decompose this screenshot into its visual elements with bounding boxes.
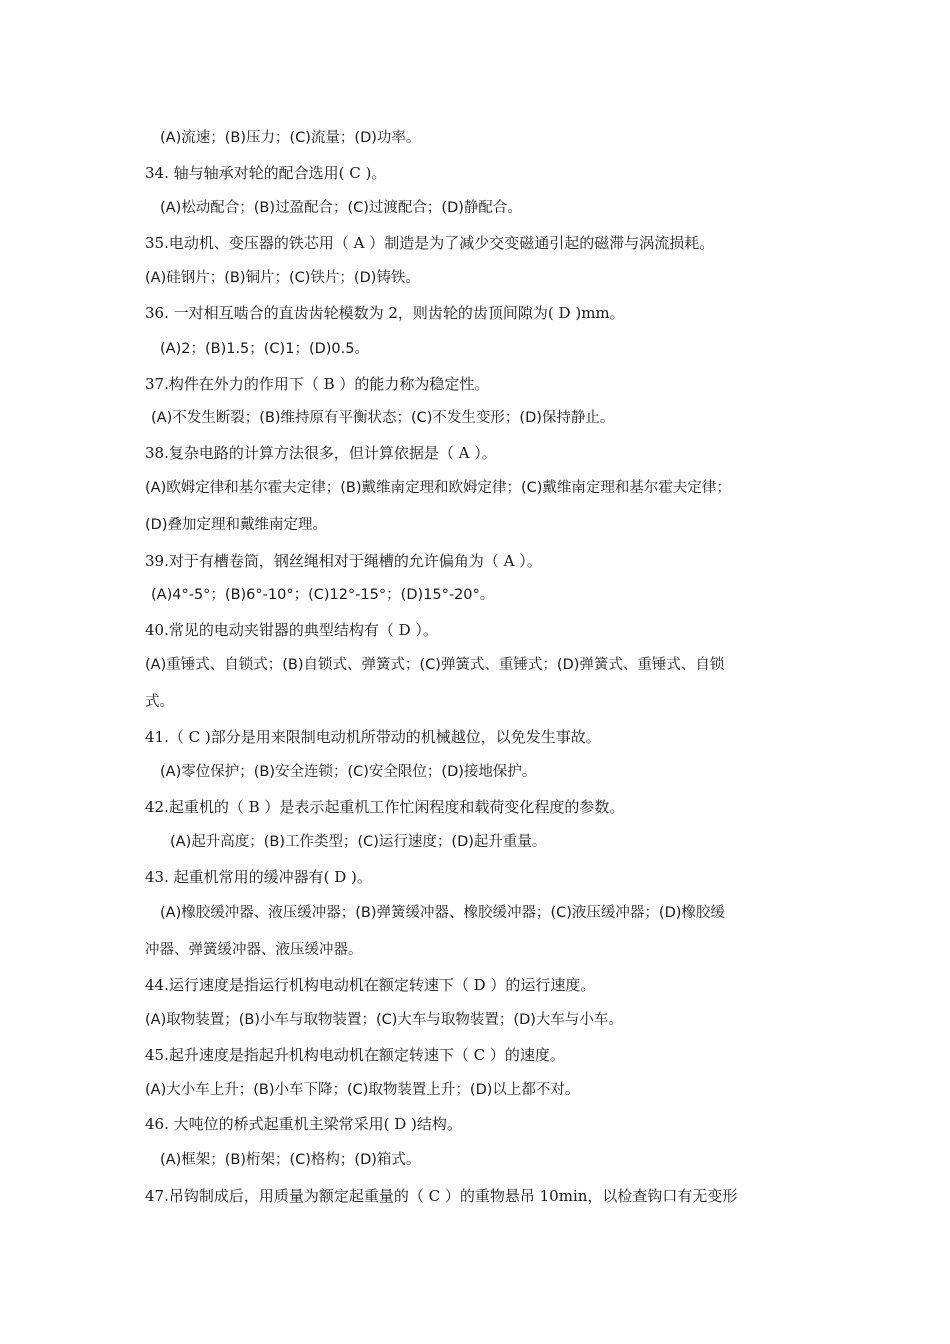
option-line-36: (A)2；(B)1.5；(C)1；(D)0.5。 <box>160 341 369 357</box>
option-line-33: (A)流速；(B)压力；(C)流量；(D)功率。 <box>160 130 421 146</box>
option-line-40b: 式。 <box>145 694 174 710</box>
option-line-43a: (A)橡胶缓冲器、液压缓冲器；(B)弹簧缓冲器、橡胶缓冲器；(C)液压缓冲器；(D)橡胶缓 <box>160 905 725 921</box>
option-line-43b: 冲器、弹簧缓冲器、液压缓冲器。 <box>145 942 363 958</box>
question-46: 46. 大吨位的桥式起重机主梁常采用( D )结构。 <box>145 1115 462 1133</box>
question-43: 43. 起重机常用的缓冲器有( D )。 <box>145 868 372 886</box>
question-34: 34. 轴与轴承对轮的配合选用( C )。 <box>145 164 387 182</box>
question-44: 44.运行速度是指运行机构电动机在额定转速下（ D ）的运行速度。 <box>145 976 596 994</box>
question-47: 47.吊钩制成后，用质量为额定起重量的（ C ）的重物悬吊 10min，以检查钩口有无变形 <box>145 1187 738 1205</box>
option-line-37: (A)不发生断裂；(B)维持原有平衡状态；(C)不发生变形；(D)保持静止。 <box>151 410 615 426</box>
question-39: 39.对于有槽卷筒，钢丝绳相对于绳槽的允许偏角为（ A ）。 <box>145 552 542 570</box>
option-line-46: (A)框架；(B)桁架；(C)格构；(D)箱式。 <box>160 1152 421 1168</box>
question-42: 42.起重机的（ B ）是表示起重机工作忙闲程度和载荷变化程度的参数。 <box>145 798 625 816</box>
option-line-38b: (D)叠加定理和戴维南定理。 <box>145 517 327 533</box>
option-line-45: (A)大小车上升；(B)小车下降；(C)取物装置上升；(D)以上都不对。 <box>145 1082 580 1098</box>
question-37: 37.构件在外力的作用下（ B ）的能力称为稳定性。 <box>145 375 490 393</box>
question-38: 38.复杂电路的计算方法很多，但计算依据是（ A ）。 <box>145 444 497 462</box>
option-line-39: (A)4°-5°；(B)6°-10°；(C)12°-15°；(D)15°-20°。 <box>151 587 495 603</box>
option-line-40a: (A)重锤式、自锁式；(B)自锁式、弹簧式；(C)弹簧式、重锤式；(D)弹簧式、重锤式、自锁 <box>145 657 725 673</box>
option-line-35: (A)硅钢片；(B)铜片；(C)铁片；(D)铸铁。 <box>145 270 420 286</box>
option-line-44: (A)取物装置；(B)小车与取物装置；(C)大车与取物装置；(D)大车与小车。 <box>145 1012 623 1028</box>
question-36: 36. 一对相互啮合的直齿齿轮模数为 2，则齿轮的齿顶间隙为( D )mm。 <box>145 304 625 322</box>
option-line-34: (A)松动配合；(B)过盈配合；(C)过渡配合；(D)静配合。 <box>160 200 522 216</box>
question-45: 45.起升速度是指起升机构电动机在额定转速下（ C ）的速度。 <box>145 1046 565 1064</box>
option-line-38a: (A)欧姆定律和基尔霍夫定律；(B)戴维南定理和欧姆定律；(C)戴维南定理和基尔霍夫定律； <box>145 480 731 496</box>
question-41: 41.（ C )部分是用来限制电动机所带动的机械越位，以免发生事故。 <box>145 728 601 746</box>
option-line-42: (A)起升高度；(B)工作类型；(C)运行速度；(D)起升重量。 <box>170 834 547 850</box>
option-line-41: (A)零位保护；(B)安全连锁；(C)安全限位；(D)接地保护。 <box>160 764 537 780</box>
question-35: 35.电动机、变压器的铁芯用（ A ）制造是为了减少交变磁通引起的磁滞与涡流损耗。 <box>145 234 715 252</box>
question-40: 40.常见的电动夹钳器的典型结构有（ D ）。 <box>145 621 438 639</box>
